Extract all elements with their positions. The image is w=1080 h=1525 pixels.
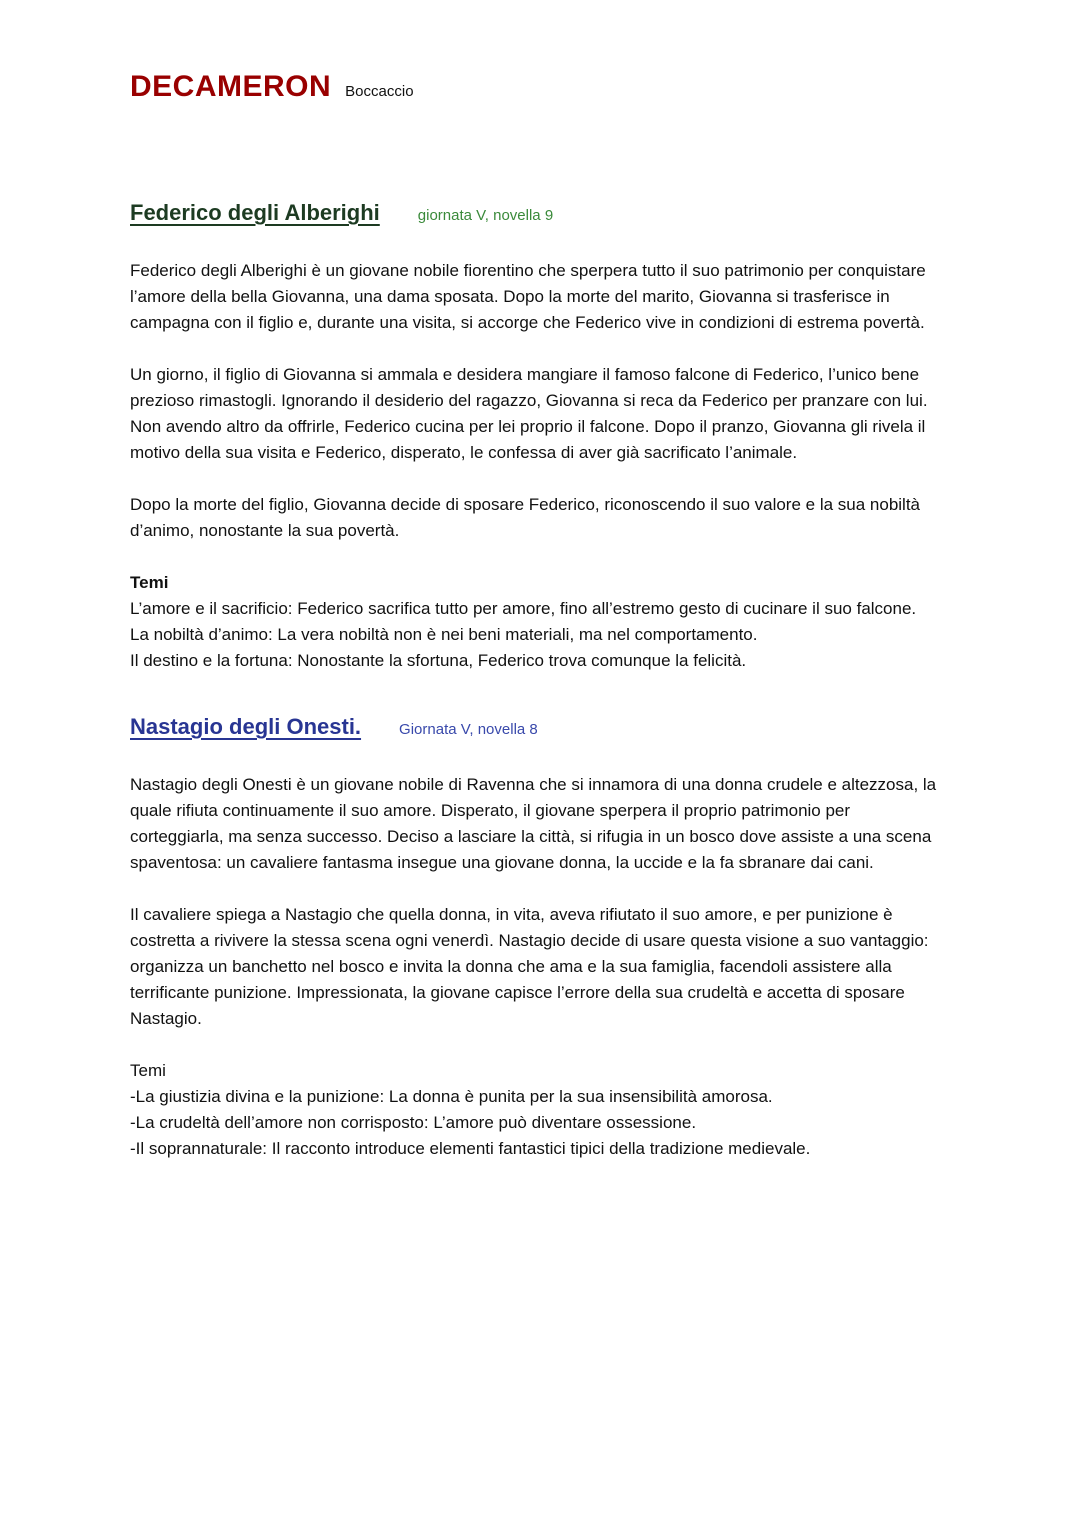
temi-heading: Temi [130,1061,166,1080]
page-title: DECAMERON [130,70,332,103]
paragraph: Un giorno, il figlio di Giovanna si ammala e desidera mangiare il famoso falcone di Federico, l’unico bene prezioso rimastogli. Ignorando il desiderio del ragazzo, Giovanna si reca da Federico per pranzare con lui. Non avendo altro da offrirle, Federico cucina per lei proprio il falcone. Dopo il pranzo, Giovanna gli rivela il motivo della sua visita e Federico, disperato, le confessa di aver già sacrificato l’animale. [130,365,928,462]
paragraph: Federico degli Alberighi è un giovane nobile fiorentino che sperpera tutto il suo patrimonio per conquistare l’amore della bella Giovanna, una dama sposata. Dopo la morte del marito, Giovanna si trasferisce in campagna con il figlio e, durante una visita, si accorge che Federico vive in condizioni di estrema povertà. [130,261,926,332]
document-title-row [130,70,945,104]
document-content [130,70,945,1162]
section-heading-federico: Federico degli Alberighi [130,200,380,225]
temi-line: La nobiltà d’animo: La vera nobiltà non è nei beni materiali, ma nel comportamento. [130,625,758,644]
temi-heading: Temi [130,573,169,592]
section-federico [130,200,945,674]
temi-line: -Il soprannaturale: Il racconto introduce elementi fantastici tipici della tradizione medievale. [130,1139,811,1158]
section-nastagio [130,714,945,1162]
temi-line: -La giustizia divina e la punizione: La donna è punita per la sua insensibilità amorosa. [130,1087,773,1106]
temi-line: -La crudeltà dell’amore non corrisposto: L’amore può diventare ossessione. [130,1113,697,1132]
page-subtitle: Boccaccio [345,83,414,100]
section-heading-row [130,200,945,226]
paragraph: Nastagio degli Onesti è un giovane nobile di Ravenna che si innamora di una donna crudele e altezzosa, la quale rifiuta continuamente il suo amore. Disperato, il giovane sperpera il proprio patrimonio per corteggiarla, ma senza successo. Deciso a lasciare la città, si rifugia in un bosco dove assiste a una scena spaventosa: un cavaliere fantasma insegue una giovane donna, la uccide e la fa sbranare dai cani. [130,775,937,872]
section-note-nastagio: Giornata V, novella 8 [399,721,538,738]
paragraph: Dopo la morte del figlio, Giovanna decide di sposare Federico, riconoscendo il suo valore e la sua nobiltà d’animo, nonostante la sua povertà. [130,495,921,540]
paragraph: Il cavaliere spiega a Nastagio che quella donna, in vita, aveva rifiutato il suo amore, e per punizione è costretta a rivivere la stessa scena ogni venerdì. Nastagio decide di usare questa visione a suo vantaggio: organizza un banchetto nel bosco e invita la donna che ama e la sua famiglia, facendoli assistere alla terrificante punizione. Impressionata, la giovane capisce l’errore della sua crudeltà e accetta di sposare Nastagio. [130,905,929,1028]
temi-block-nastagio [130,1058,945,1162]
temi-block-federico [130,570,945,674]
temi-line: L’amore e il sacrificio: Federico sacrifica tutto per amore, fino all’estremo gesto di cucinare il suo falcone. [130,599,917,618]
section-heading-row [130,714,945,740]
temi-line: Il destino e la fortuna: Nonostante la sfortuna, Federico trova comunque la felicità. [130,651,747,670]
section-heading-nastagio: Nastagio degli Onesti. [130,714,362,739]
section-note-federico: giornata V, novella 9 [417,207,554,224]
